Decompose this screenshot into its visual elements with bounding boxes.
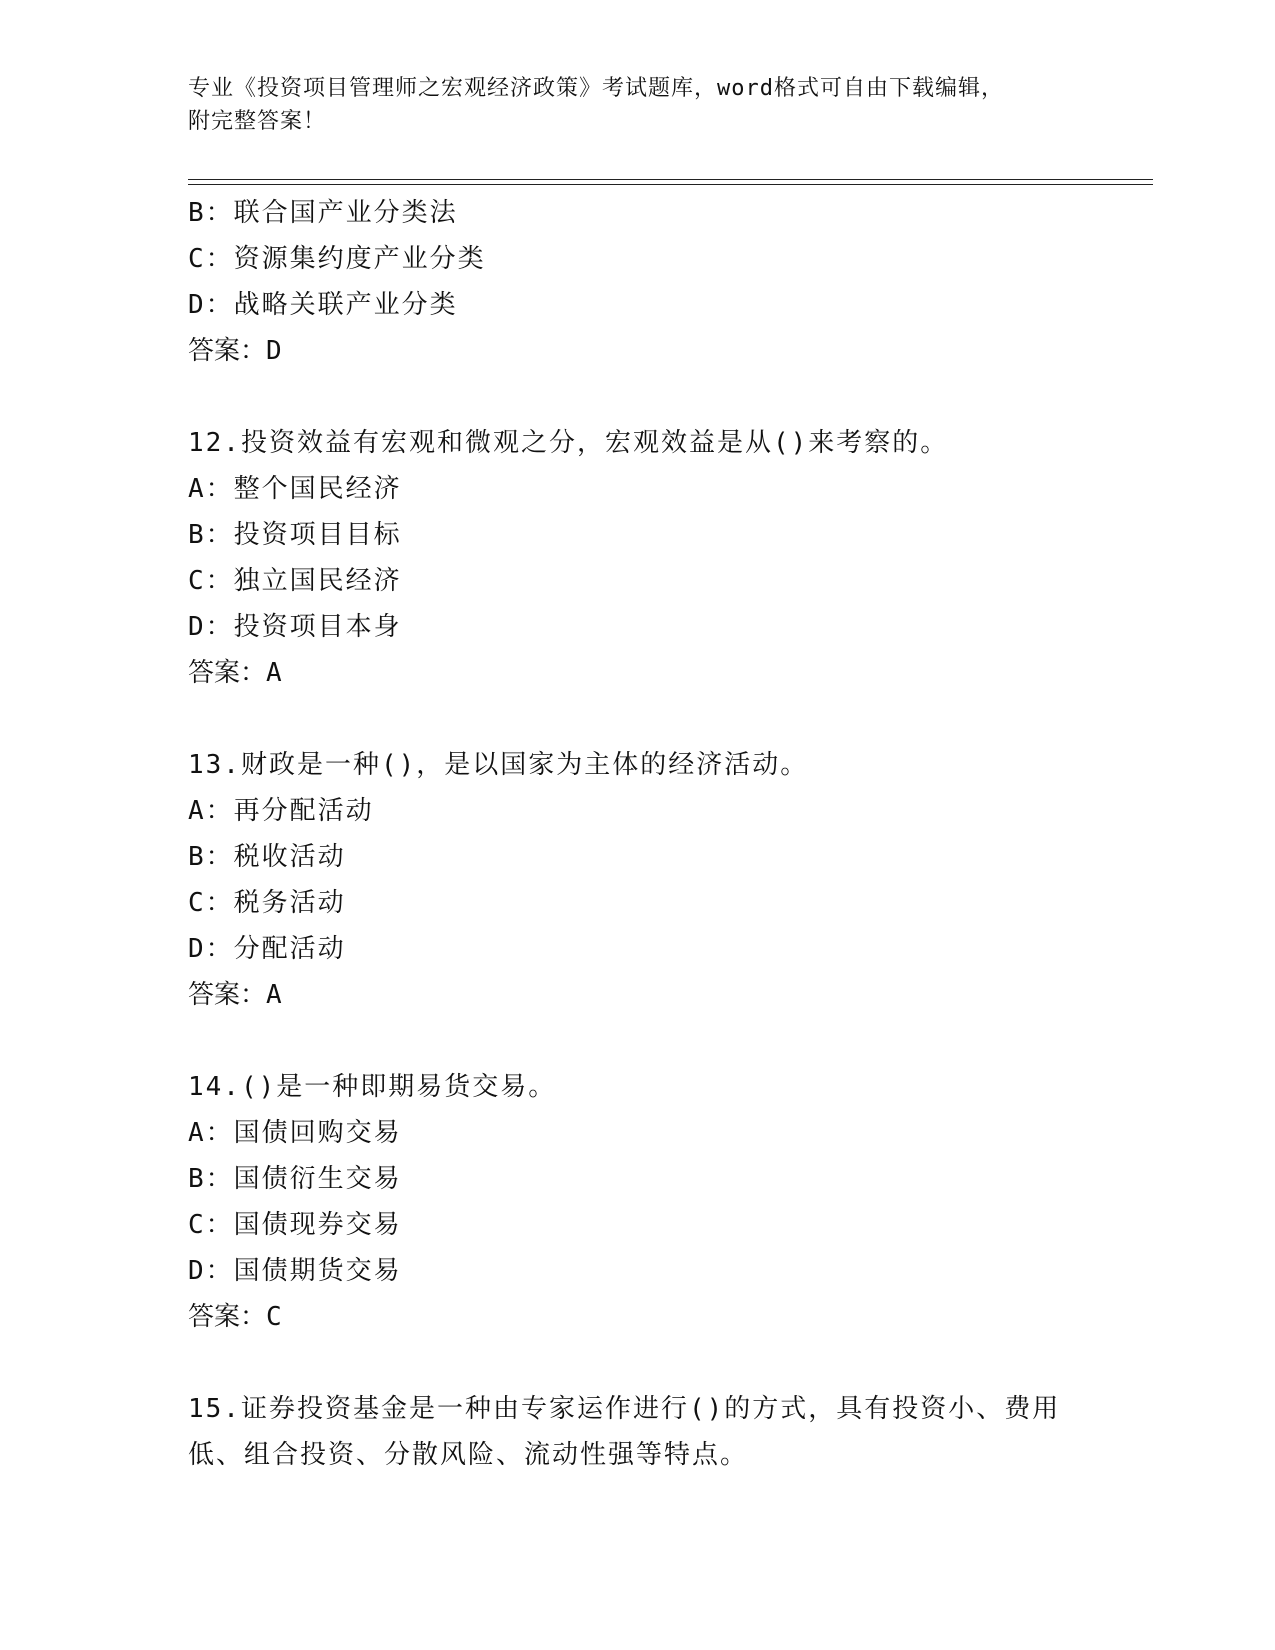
answer-value: D bbox=[266, 336, 282, 366]
question-14 bbox=[188, 1064, 1088, 1340]
question-text-line-1: 15.证券投资基金是一种由专家运作进行()的方式，具有投资小、费用 bbox=[188, 1394, 1061, 1424]
option-d: D：国债期货交易 bbox=[188, 1256, 402, 1286]
answer-line bbox=[188, 328, 1088, 374]
header-divider-top bbox=[188, 179, 1153, 180]
option-b: B：联合国产业分类法 bbox=[188, 198, 458, 228]
option-c: C：国债现券交易 bbox=[188, 1210, 402, 1240]
question-12 bbox=[188, 420, 1088, 696]
option-b: B：国债衍生交易 bbox=[188, 1164, 402, 1194]
question-15 bbox=[188, 1386, 1088, 1478]
option-d: D：分配活动 bbox=[188, 934, 346, 964]
option-b: B：税收活动 bbox=[188, 842, 346, 872]
question-13 bbox=[188, 742, 1088, 1018]
answer-line bbox=[188, 650, 1088, 696]
answer-line bbox=[188, 1294, 1088, 1340]
option-d: D：投资项目本身 bbox=[188, 612, 402, 642]
option-a: A：整个国民经济 bbox=[188, 474, 402, 504]
question-text-line-2: 低、组合投资、分散风险、流动性强等特点。 bbox=[188, 1440, 749, 1470]
answer-value: A bbox=[266, 658, 282, 688]
answer-line bbox=[188, 972, 1088, 1018]
answer-label: 答案： bbox=[188, 336, 267, 366]
answer-label: 答案： bbox=[188, 980, 267, 1010]
option-a: A：国债回购交易 bbox=[188, 1118, 402, 1148]
option-c: C：税务活动 bbox=[188, 888, 346, 918]
header-line-1: 专业《投资项目管理师之宏观经济政策》考试题库，word格式可自由下载编辑， bbox=[188, 76, 1004, 101]
option-b: B：投资项目目标 bbox=[188, 520, 402, 550]
option-c: C：资源集约度产业分类 bbox=[188, 244, 486, 274]
option-c: C：独立国民经济 bbox=[188, 566, 402, 596]
header-divider-bottom bbox=[188, 184, 1153, 185]
answer-value: C bbox=[266, 1302, 282, 1332]
option-d: D：战略关联产业分类 bbox=[188, 290, 458, 320]
question-text: 14.()是一种即期易货交易。 bbox=[188, 1072, 557, 1102]
answer-label: 答案： bbox=[188, 1302, 267, 1332]
answer-value: A bbox=[266, 980, 282, 1010]
document-header bbox=[188, 72, 1068, 138]
question-11-continued bbox=[188, 190, 1088, 374]
question-text: 13.财政是一种()，是以国家为主体的经济活动。 bbox=[188, 750, 809, 780]
question-list bbox=[188, 190, 1088, 1478]
header-line-2: 附完整答案！ bbox=[188, 109, 327, 134]
question-text: 12.投资效益有宏观和微观之分，宏观效益是从()来考察的。 bbox=[188, 428, 949, 458]
option-a: A：再分配活动 bbox=[188, 796, 374, 826]
answer-label: 答案： bbox=[188, 658, 267, 688]
